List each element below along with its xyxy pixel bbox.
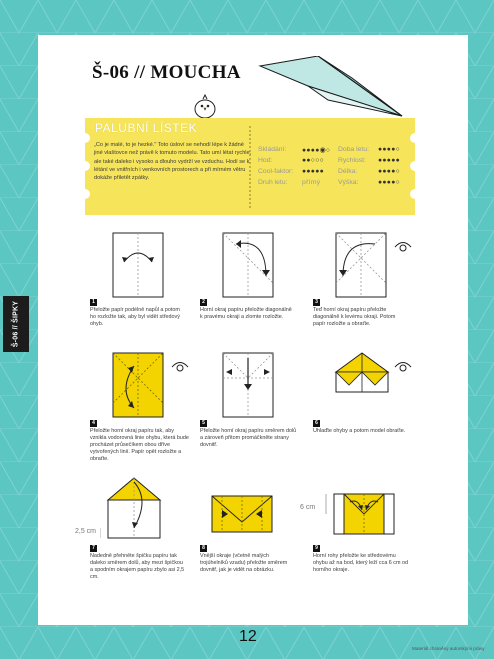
step-4-diagram <box>112 352 164 418</box>
step-number: 4 <box>90 420 97 427</box>
turn-over-icon <box>393 359 413 373</box>
step-5-diagram <box>222 352 274 418</box>
step-number: 1 <box>90 299 97 306</box>
step-7-text: Nadedně přehněte špičku papíru tak daleko směrem dolů, aby mezi špičkou a spodním okrajem papíru zbylo asi 2,5 cm. <box>90 553 185 581</box>
step-5-text: Přeložte horní okraj papíru směrem dolů a zároveň přitom promáčkněte strany dovnitř. <box>200 428 297 449</box>
step-2-text: Horní okraj papíru přeložte diagonálně k pravému okraji a zlomte rozložte. <box>200 307 292 321</box>
stat-value: ●●○○○ <box>302 157 325 164</box>
stat-value: ●●●●● <box>378 157 401 164</box>
stat-hod <box>258 157 325 164</box>
copyright-note: Materiál chráněný autorskými právy <box>412 646 485 651</box>
stat-label: Druh letu: <box>258 179 288 186</box>
stat-value: přímý <box>302 179 321 186</box>
step-number: 6 <box>313 420 320 427</box>
paper-plane-illustration <box>256 56 406 122</box>
stat-doba-letu <box>338 146 401 153</box>
turn-over-icon <box>393 239 413 253</box>
step-7-diagram <box>100 470 168 540</box>
stat-value: ●●●●○ <box>378 179 401 186</box>
step-number: 9 <box>313 545 320 552</box>
stat-label: Délka: <box>338 168 358 175</box>
step-8-text: Vnější okraje (včetně malých trojúhelníků vzadu) přeložte směrem dovnitř, jak je vidět na obrázku. <box>200 553 288 574</box>
card-heading: PALUBNÍ LÍSTEK <box>95 121 198 135</box>
page-number: 12 <box>239 628 257 645</box>
stat-label: Výška: <box>338 179 359 186</box>
side-tab-label: Š-06 // ŠIPKY <box>12 300 20 348</box>
stat-value: ●●●●● <box>302 168 325 175</box>
stat-skladani <box>258 146 331 154</box>
step-1-text: Přeložte papír podélně napůl a potom ho rozložte tak, aby byl vidět středový ohyb. <box>90 307 180 328</box>
step-9-diagram <box>322 490 406 536</box>
step-number: 7 <box>90 545 97 552</box>
stat-label: Hod: <box>258 157 273 164</box>
stat-label: Rychlost: <box>338 157 366 164</box>
turn-over-icon <box>170 359 190 373</box>
step-number: 2 <box>200 299 207 306</box>
stat-value: ●●●●○ <box>378 146 401 153</box>
step-3-diagram <box>335 232 387 298</box>
step-2-diagram <box>222 232 274 298</box>
step-number: 8 <box>200 545 207 552</box>
step-number: 3 <box>313 299 320 306</box>
chick-icon <box>192 93 218 121</box>
step-3-text: Teď horní okraj papíru přeložte diagonálně k levému okraji. Potom papír rozložte a obraťte. <box>313 307 396 328</box>
stat-vyska <box>338 179 401 186</box>
stat-druh-letu <box>258 179 321 186</box>
stat-label: Skládání: <box>258 146 287 153</box>
page-title: Š-06 // MOUCHA <box>92 62 241 83</box>
dimension-2-5cm: 2,5 cm <box>75 528 97 535</box>
stat-delka <box>338 168 401 175</box>
stat-value: ●●●●○ <box>378 168 401 175</box>
stat-rychlost <box>338 157 401 164</box>
step-1-diagram <box>112 232 164 298</box>
dimension-6cm: 6 cm <box>300 504 316 511</box>
card-description: „Co je malé, to je hezké." Toto úsloví se nehodí lépe k žádné jiné vlaštovce než právě k tomuto modelu. Tato umí létat rychle, ale také daleko i vysoko a dlouho vydrží ve vzduchu. Hodí se k létání ve vnitřních i venkovních prostorech a při mírném větru dokáže přiletět zpátky. <box>94 142 252 182</box>
section-side-tab <box>3 296 29 352</box>
step-number: 5 <box>200 420 207 427</box>
step-6-diagram <box>326 352 398 394</box>
stat-label: Cool-faktor: <box>258 168 294 175</box>
step-6-text: Uhlaďte ohyby a potom model obraťte. <box>313 428 406 434</box>
step-9-text: Horní rohy přeložte ke středovému ohybu až na bod, který leží cca 6 cm od horního okraje. <box>313 553 408 574</box>
stat-cool-faktor <box>258 168 325 175</box>
step-4-text: Přeložte horní okraj papíru tak, aby vznikla vodorovná linie ohybu, která bude procházet průsečíkem obou dříve vytvořených linií. Papír opět rozložte a obraťte. <box>90 428 189 463</box>
stat-label: Doba letu: <box>338 146 369 153</box>
stat-value: ●●●●◉○ <box>302 147 331 154</box>
step-8-diagram <box>208 492 276 534</box>
